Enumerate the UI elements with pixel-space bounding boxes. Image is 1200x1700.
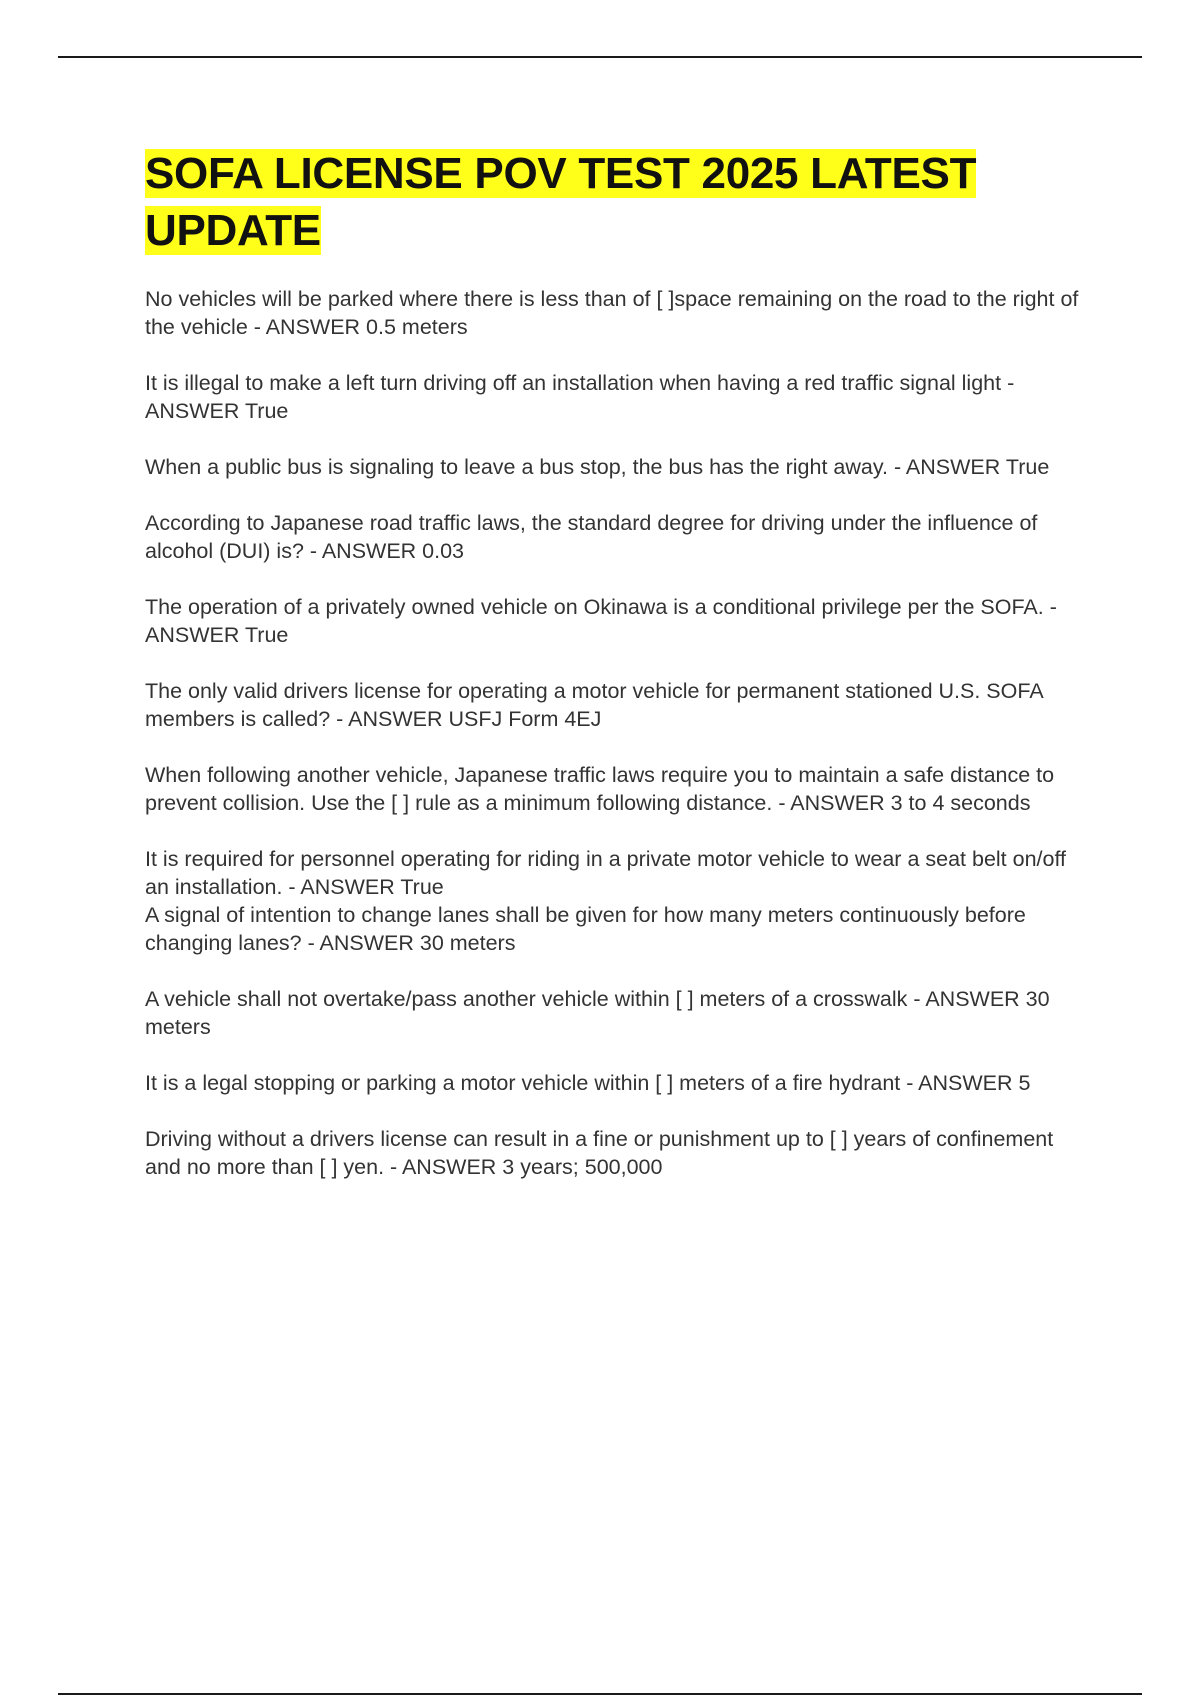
qa-item-6: The only valid drivers license for operating a motor vehicle for permanent stationed U.S. SOFA members is called? - ANSWER USFJ Form 4EJ xyxy=(145,679,1043,731)
document-title xyxy=(145,145,1095,259)
qa-item-10: A vehicle shall not overtake/pass another vehicle within [ ] meters of a crosswalk - ANSWER 30 meters xyxy=(145,987,1050,1039)
document-body xyxy=(145,145,1095,1181)
qa-item-7: When following another vehicle, Japanese traffic laws require you to maintain a safe distance to prevent collision. Use the [ ] rule as a minimum following distance. - ANSWER 3 to 4 seconds xyxy=(145,763,1055,815)
qa-item-3: When a public bus is signaling to leave a bus stop, the bus has the right away. - ANSWER True xyxy=(145,455,1050,479)
qa-item-5: The operation of a privately owned vehicle on Okinawa is a conditional privilege per the SOFA. - ANSWER True xyxy=(145,595,1057,647)
bottom-rule xyxy=(58,1693,1142,1695)
qa-item-1: No vehicles will be parked where there is less than of [ ]space remaining on the road to the right of the vehicle - ANSWER 0.5 meters xyxy=(145,287,1079,339)
document-title-text: SOFA LICENSE POV TEST 2025 LATEST UPDATE xyxy=(145,149,977,255)
qa-item-11: It is a legal stopping or parking a motor vehicle within [ ] meters of a fire hydrant - ANSWER 5 xyxy=(145,1071,1031,1095)
top-rule xyxy=(58,56,1142,58)
qa-item-8: It is required for personnel operating for riding in a private motor vehicle to wear a seat belt on/off an installation. - ANSWER True xyxy=(145,847,1067,899)
qa-item-2: It is illegal to make a left turn driving off an installation when having a red traffic signal light - ANSWER True xyxy=(145,371,1015,423)
qa-item-4: According to Japanese road traffic laws, the standard degree for driving under the influence of alcohol (DUI) is? - ANSWER 0.03 xyxy=(145,511,1038,563)
qa-item-12: Driving without a drivers license can result in a fine or punishment up to [ ] years of confinement and no more than [ ] yen. - ANSWER 3 years; 500,000 xyxy=(145,1127,1054,1179)
qa-item-9: A signal of intention to change lanes shall be given for how many meters continuously before changing lanes? - ANSWER 30 meters xyxy=(145,903,1026,955)
